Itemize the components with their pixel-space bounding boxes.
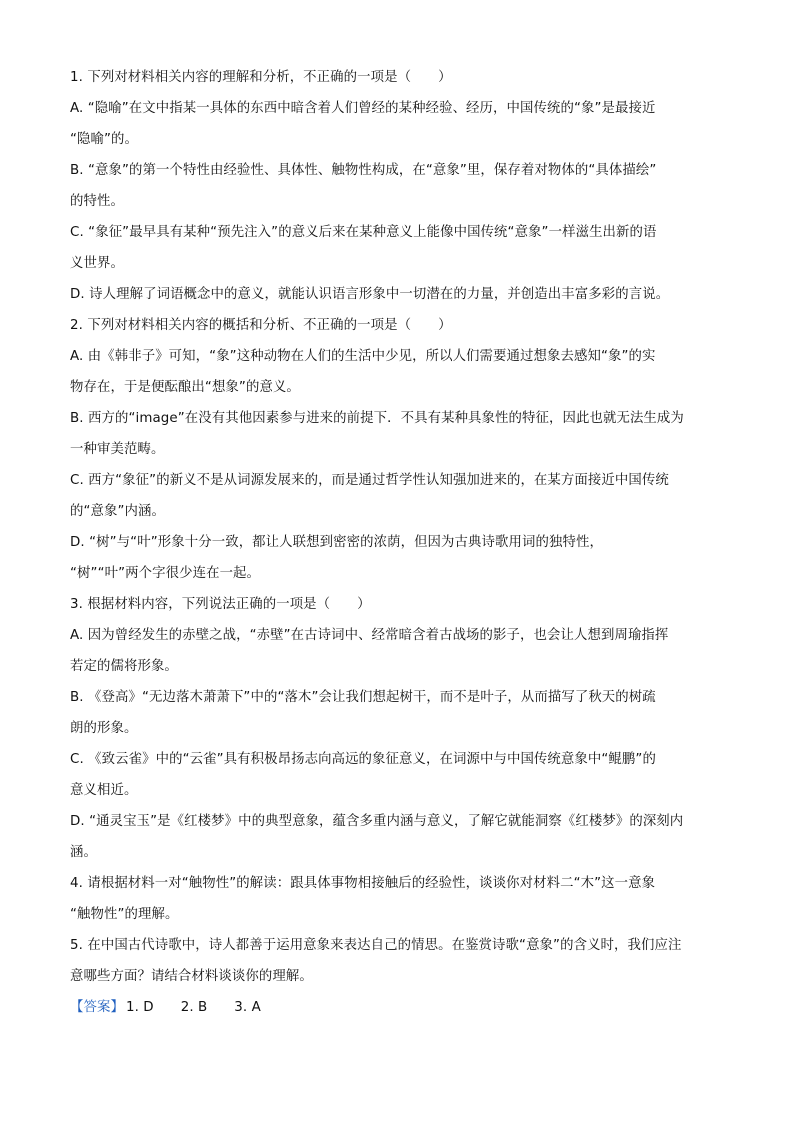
question-3-option-a-continued: 若定的儒将形象。 [70, 659, 178, 674]
question-5-stem-continued: 意哪些方面？请结合材料谈谈你的理解。 [70, 969, 313, 984]
question-2 [70, 310, 730, 589]
question-2-option-a-continued: 物存在，于是便酝酿出“想象”的意义。 [70, 380, 300, 395]
question-1-option-a-continued: “隐喻”的。 [70, 132, 139, 147]
question-1-stem: 1. 下列对材料相关内容的理解和分析，不正确的一项是（ ） [70, 70, 452, 85]
question-4 [70, 868, 730, 930]
question-2-option-c-continued: 的“意象”内涵。 [70, 504, 166, 519]
question-1-option-c-continued: 义世界。 [70, 256, 124, 271]
question-3-option-b: B. 《登高》“无边落木萧萧下”中的“落木”会让我们想起树干，而不是叶子，从而描写了秋天的树疏 [70, 690, 656, 705]
question-3-option-c: C. 《致云雀》中的“云雀”具有积极昂扬志向高远的象征意义，在词源中与中国传统意象中“鲲鹏”的 [70, 752, 656, 767]
question-4-stem-continued: “触物性”的理解。 [70, 907, 179, 922]
question-3 [70, 589, 730, 868]
question-1-option-b-continued: 的特性。 [70, 194, 124, 209]
question-5-stem: 5. 在中国古代诗歌中，诗人都善于运用意象来表达自己的情思。在鉴赏诗歌“意象”的含义时，我们应注 [70, 938, 682, 953]
question-3-option-b-continued: 朗的形象。 [70, 721, 138, 736]
question-1-option-b: B. “意象”的第一个特性由经验性、具体性、触物性构成，在“意象”里，保存着对物体的“具体描绘” [70, 163, 657, 178]
question-2-option-b-continued: 一种审美范畴。 [70, 442, 165, 457]
question-1 [70, 62, 730, 310]
question-2-option-b: B. 西方的“image”在没有其他因素参与进来的前提下．不具有某种具象性的特征，因此也就无法生成为 [70, 411, 684, 426]
question-3-option-d-continued: 涵。 [70, 845, 97, 860]
answer-line [70, 992, 730, 1023]
question-4-stem: 4. 请根据材料一对“触物性”的解读：跟具体事物相接触后的经验性，谈谈你对材料二“木”这一意象 [70, 876, 656, 891]
answer-label: 【答案】 [70, 1000, 124, 1015]
question-3-option-a: A. 因为曾经发生的赤壁之战，“赤壁”在古诗词中、经常暗含着古战场的影子，也会让人想到周瑜指挥 [70, 628, 669, 643]
question-3-stem: 3. 根据材料内容，下列说法正确的一项是（ ） [70, 597, 371, 612]
question-5 [70, 930, 730, 992]
question-3-option-d: D. “通灵宝玉”是《红楼梦》中的典型意象，蕴含多重内涵与意义，了解它就能洞察《红楼梦》的深刻内 [70, 814, 684, 829]
question-1-option-d: D. 诗人理解了词语概念中的意义，就能认识语言形象中一切潜在的力量，并创造出丰富多彩的言说。 [70, 287, 670, 302]
question-1-option-a: A. “隐喻”在文中指某一具体的东西中暗含着人们曾经的某种经验、经历，中国传统的“象”是最接近 [70, 101, 656, 116]
answer-text: 1. D 2. B 3. A [125, 1000, 261, 1015]
question-2-option-c: C. 西方“象征”的新义不是从词源发展来的，而是通过哲学性认知强加进来的，在某方面接近中国传统 [70, 473, 669, 488]
question-2-option-d-continued: “树”“叶”两个字很少连在一起。 [70, 566, 261, 581]
question-2-option-a: A. 由《韩非子》可知，“象”这种动物在人们的生活中少见，所以人们需要通过想象去感知“象”的实 [70, 349, 656, 364]
question-1-option-c: C. “象征”最早具有某种“预先注入”的意义后来在某种意义上能像中国传统“意象”一样滋生出新的语 [70, 225, 657, 240]
question-3-option-c-continued: 意义相近。 [70, 783, 138, 798]
question-content [70, 62, 730, 1023]
question-2-stem: 2. 下列对材料相关内容的概括和分析、不正确的一项是（ ） [70, 318, 452, 333]
question-2-option-d: D. “树”与“叶”形象十分一致，都让人联想到密密的浓荫，但因为古典诗歌用词的独特性， [70, 535, 603, 550]
